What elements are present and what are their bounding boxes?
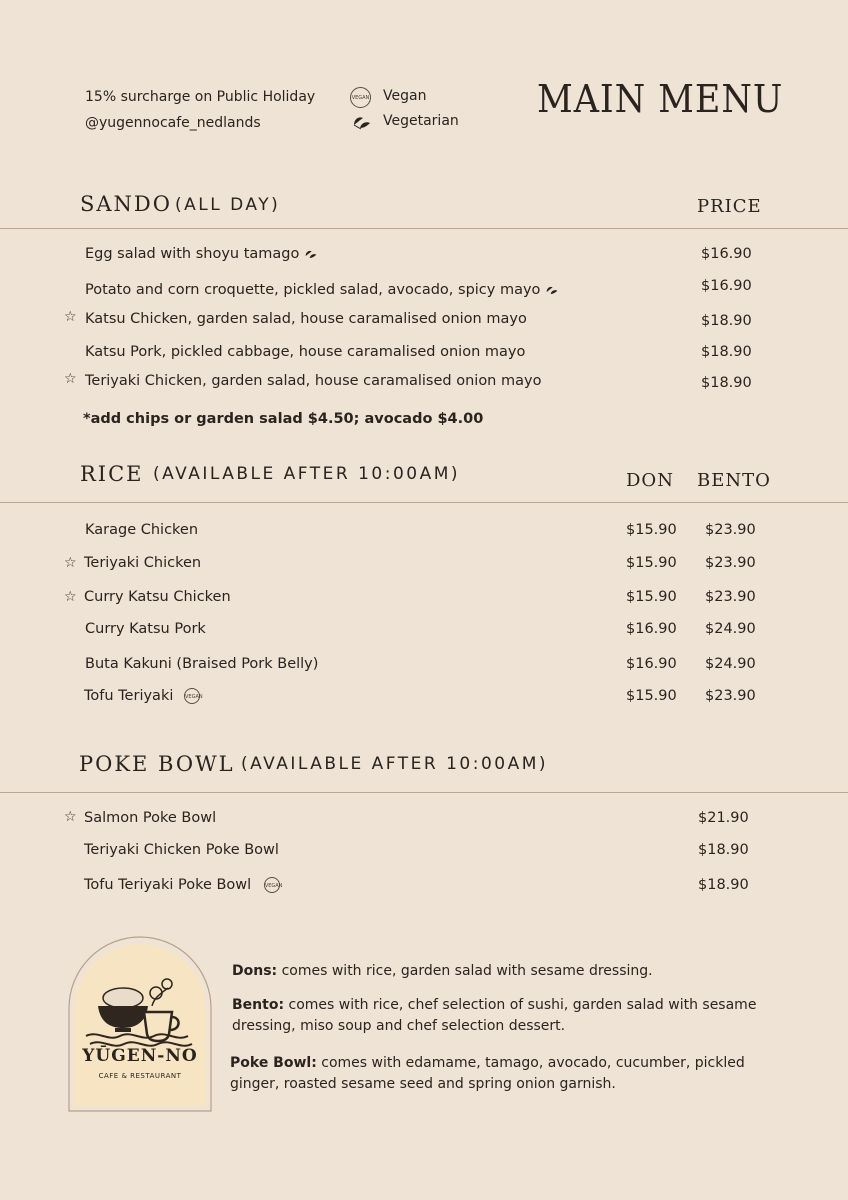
rice-item: Karage Chicken: [85, 522, 199, 538]
sando-price: $18.90: [701, 344, 752, 360]
rice-bento-price: $23.90: [705, 555, 756, 571]
rice-don-price: $15.90: [626, 555, 677, 571]
rice-item: Curry Katsu Pork: [85, 621, 206, 637]
note-poke: Poke Bowl: comes with edamame, tamago, avocado, cucumber, pickled ginger, roasted sesame seed and spring onion garnish.: [230, 1055, 745, 1092]
logo-tagline: CAFE & RESTAURANT: [98, 1072, 182, 1080]
sando-title: SANDO: [80, 192, 172, 216]
sando-price: $16.90: [701, 278, 752, 294]
rice-don-price: $16.90: [626, 621, 677, 637]
star-icon: ☆: [64, 555, 77, 571]
poke-subtitle: (AVAILABLE AFTER 10:00AM): [241, 754, 548, 774]
sando-price: $18.90: [701, 375, 752, 391]
rice-item: Tofu Teriyaki VEGAN: [84, 688, 203, 704]
vegan-icon: VEGAN: [264, 877, 280, 893]
sando-addon-note: *add chips or garden salad $4.50; avocado $4.00: [83, 411, 484, 427]
poke-item: Teriyaki Chicken Poke Bowl: [84, 842, 279, 858]
rice-don-price: $15.90: [626, 688, 677, 704]
star-icon: ☆: [64, 371, 77, 387]
vegan-icon: VEGAN: [184, 688, 200, 704]
poke-title: POKE BOWL: [79, 752, 235, 776]
vegetarian-icon: [304, 248, 318, 260]
sando-item: Katsu Chicken, garden salad, house caramalised onion mayo: [85, 311, 527, 327]
sando-item: Katsu Pork, pickled cabbage, house caramalised onion mayo: [85, 344, 526, 360]
rice-don-price: $16.90: [626, 656, 677, 672]
logo-name: YŪGEN-NO: [82, 1046, 198, 1066]
note-dons: Dons: comes with rice, garden salad with sesame dressing.: [232, 963, 653, 979]
poke-price: $18.90: [698, 842, 749, 858]
poke-divider: [0, 792, 848, 793]
rice-don-price: $15.90: [626, 522, 677, 538]
rice-item: Buta Kakuni (Braised Pork Belly): [85, 656, 319, 672]
rice-don-price: $15.90: [626, 589, 677, 605]
vegetarian-legend-icon: [352, 113, 372, 135]
poke-price: $21.90: [698, 810, 749, 826]
vegetarian-legend-label: Vegetarian: [383, 113, 459, 129]
rice-divider: [0, 502, 848, 503]
star-icon: ☆: [64, 809, 77, 825]
sando-subtitle: (ALL DAY): [175, 195, 281, 215]
note-bento: Bento: comes with rice, chef selection of sushi, garden salad with sesame dressing, miso soup and chef selection dessert.: [232, 997, 757, 1034]
sando-divider: [0, 228, 848, 229]
instagram-handle: @yugennocafe_nedlands: [85, 115, 261, 131]
bento-column-header: BENTO: [697, 470, 771, 491]
star-icon: ☆: [64, 589, 77, 605]
rice-bento-price: $24.90: [705, 621, 756, 637]
vegan-legend-label: Vegan: [383, 88, 427, 104]
don-column-header: DON: [626, 470, 674, 491]
rice-bento-price: $24.90: [705, 656, 756, 672]
rice-subtitle: (AVAILABLE AFTER 10:00AM): [153, 464, 460, 484]
poke-item: Salmon Poke Bowl: [84, 810, 217, 826]
rice-bento-price: $23.90: [705, 589, 756, 605]
poke-price: $18.90: [698, 877, 749, 893]
sando-price: $16.90: [701, 246, 752, 262]
sando-item: Teriyaki Chicken, garden salad, house caramalised onion mayo: [85, 373, 542, 389]
sando-item: Egg salad with shoyu tamago: [85, 246, 318, 262]
rice-item: Teriyaki Chicken: [84, 555, 202, 571]
vegetarian-icon: [545, 284, 559, 296]
price-column-header: PRICE: [697, 196, 762, 217]
rice-title: RICE: [80, 462, 144, 486]
vegan-legend-icon: VEGAN: [350, 87, 371, 108]
sando-item: Potato and corn croquette, pickled salad, avocado, spicy mayo: [85, 282, 559, 298]
rice-bento-price: $23.90: [705, 522, 756, 538]
surcharge-note: 15% surcharge on Public Holiday: [85, 89, 316, 105]
sando-price: $18.90: [701, 313, 752, 329]
poke-item: Tofu Teriyaki Poke Bowl VEGAN: [84, 877, 283, 893]
page-title: MAIN MENU: [537, 77, 784, 121]
rice-bento-price: $23.90: [705, 688, 756, 704]
restaurant-logo: [68, 936, 212, 1112]
star-icon: ☆: [64, 309, 77, 325]
rice-item: Curry Katsu Chicken: [84, 589, 231, 605]
